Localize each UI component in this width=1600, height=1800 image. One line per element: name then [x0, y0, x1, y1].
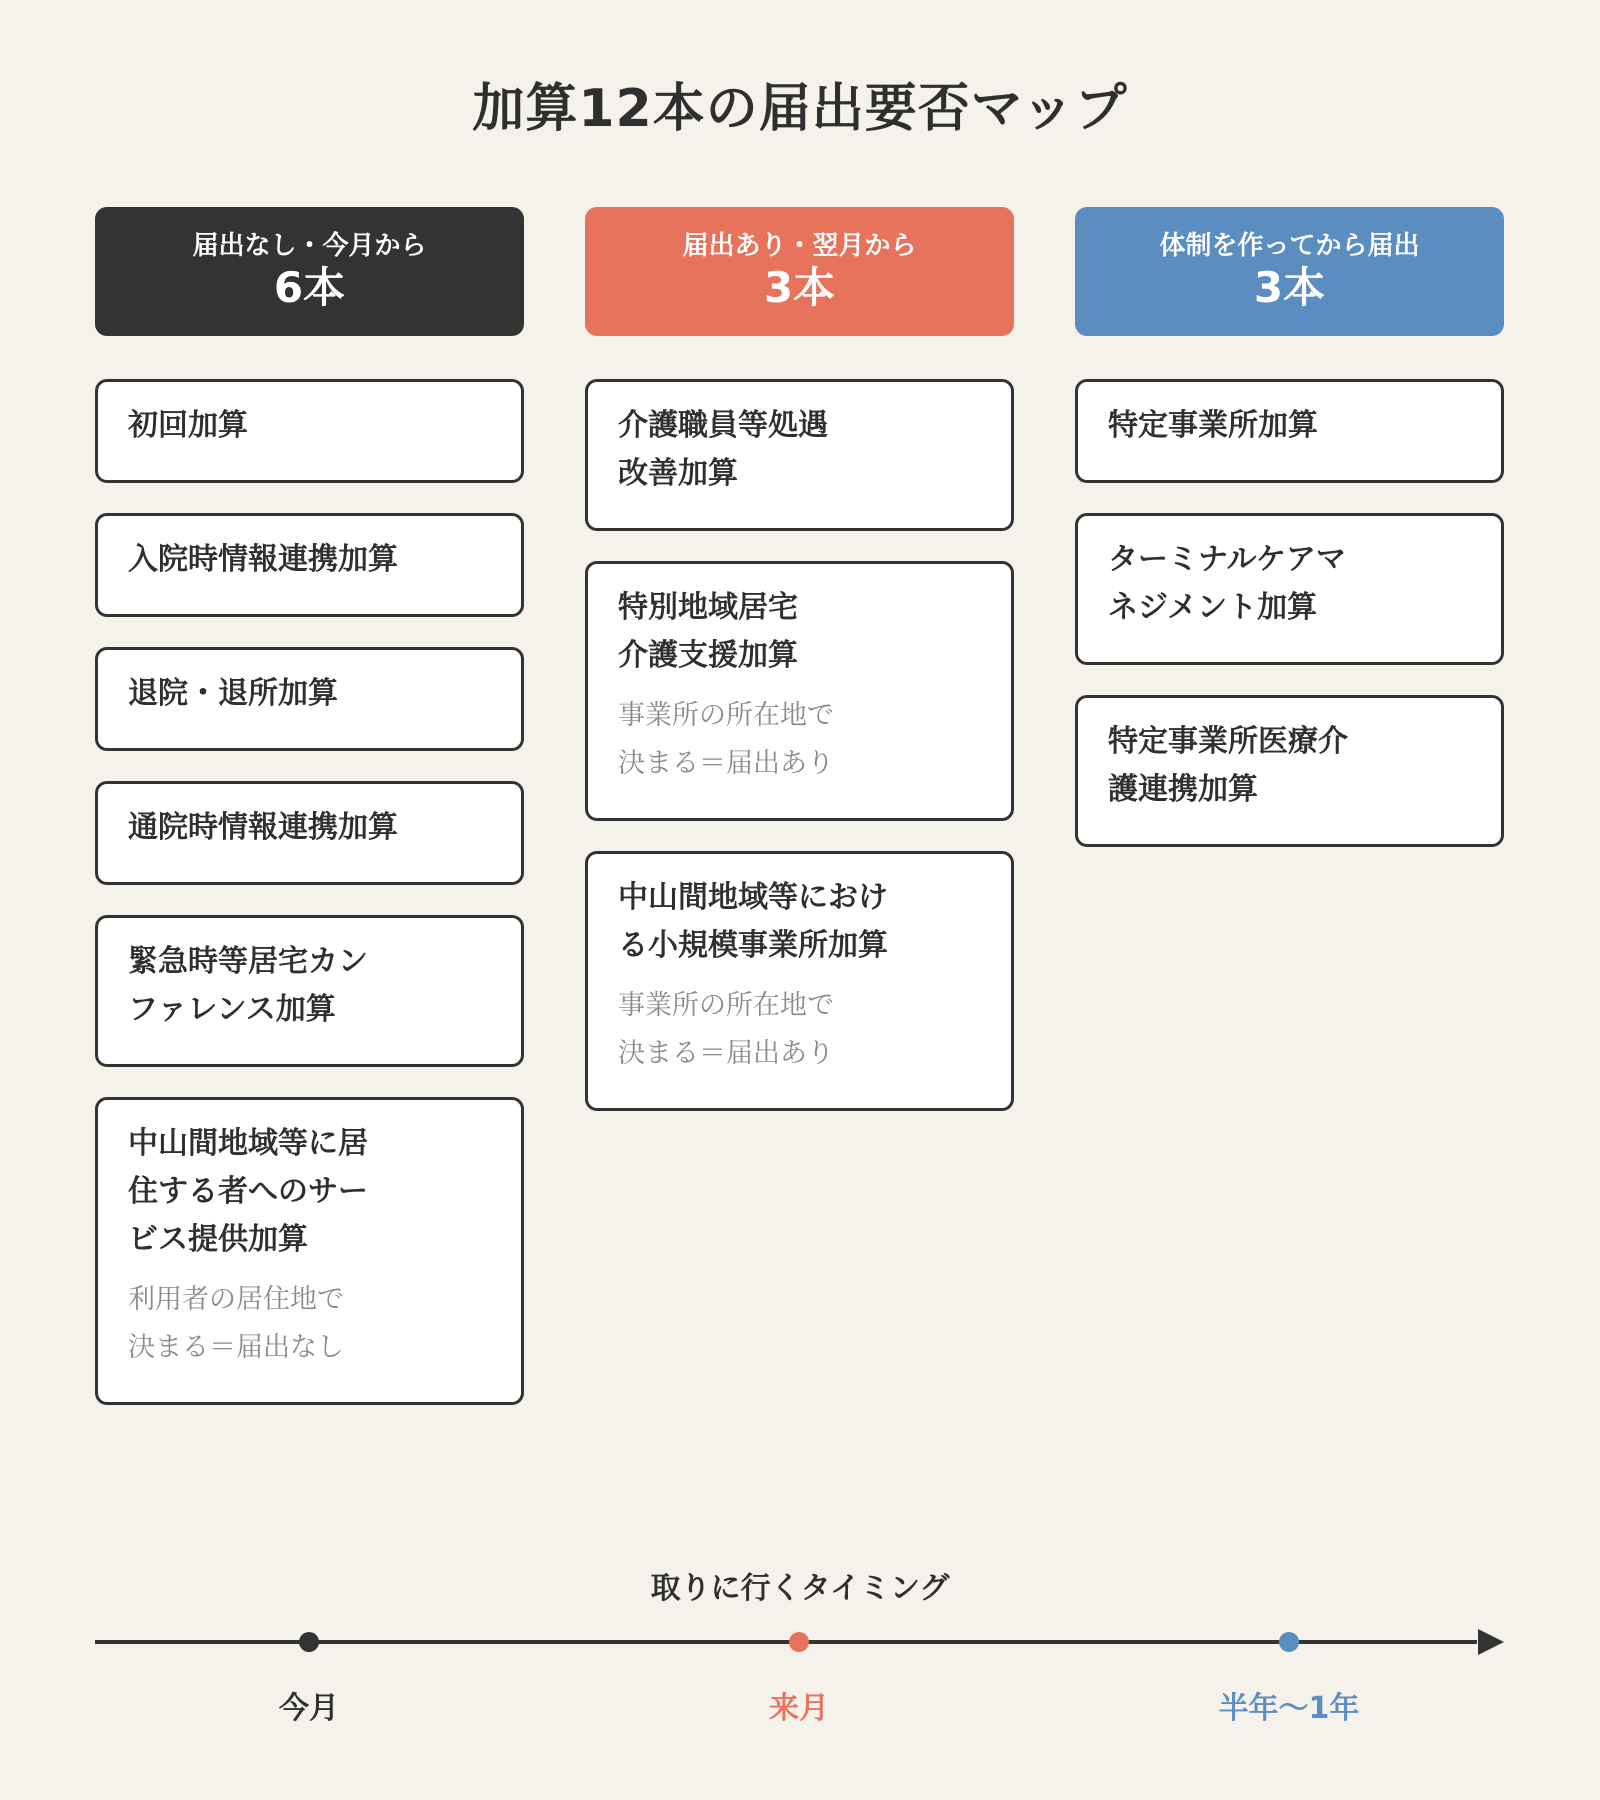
kasan-name-line: 初回加算 — [128, 408, 248, 443]
arrow-right-icon — [1478, 1629, 1504, 1655]
column-header-count: 3本 — [1253, 263, 1326, 312]
kasan-note-line: 決まる＝届出あり — [618, 1038, 834, 1069]
kasan-name-line: 中山間地域等に居 — [128, 1126, 368, 1161]
kasan-name-line: 入院時情報連携加算 — [128, 542, 398, 577]
kasan-name — [1108, 402, 1471, 450]
kasan-name — [128, 1120, 491, 1264]
kasan-card — [95, 1097, 524, 1405]
kasan-name-line: ネジメント加算 — [1108, 590, 1318, 625]
kasan-note — [618, 692, 981, 788]
kasan-name — [618, 874, 981, 970]
kasan-card — [95, 513, 524, 617]
column-header — [95, 207, 524, 336]
column-header-label: 届出なし・今月から — [192, 231, 427, 261]
kasan-name-line: ファレンス加算 — [128, 992, 336, 1027]
kasan-card — [95, 781, 524, 885]
card-list — [95, 379, 524, 1405]
kasan-name — [128, 670, 491, 718]
kasan-name-line: 住する者へのサー — [128, 1174, 368, 1209]
timeline-marker-next-month — [789, 1632, 809, 1652]
kasan-name-line: 特別地域居宅 — [618, 590, 798, 625]
kasan-card — [1075, 379, 1504, 483]
kasan-name-line: 通院時情報連携加算 — [128, 810, 398, 845]
column-header-count: 3本 — [763, 263, 836, 312]
column-filing-next-month — [585, 207, 1014, 1141]
kasan-card — [585, 379, 1014, 531]
timeline-title: 取りに行くタイミング — [650, 1571, 950, 1606]
column-header-count: 6本 — [273, 263, 346, 312]
kasan-note-line: 事業所の所在地で — [618, 700, 834, 731]
kasan-name — [128, 402, 491, 450]
kasan-name-line: 介護職員等処遇 — [618, 408, 828, 443]
column-build-system-first — [1075, 207, 1504, 877]
kasan-name — [128, 938, 491, 1034]
column-header — [1075, 207, 1504, 336]
kasan-name — [1108, 718, 1471, 814]
column-header-label: 体制を作ってから届出 — [1159, 231, 1420, 261]
kasan-name-line: ターミナルケアマ — [1108, 542, 1346, 577]
kasan-name-line: 改善加算 — [618, 456, 738, 491]
column-no-filing — [95, 207, 524, 1435]
column-header — [585, 207, 1014, 336]
timeline-label-this-month: 今月 — [279, 1691, 339, 1726]
kasan-name-line: 護連携加算 — [1108, 772, 1258, 807]
kasan-name — [128, 536, 491, 584]
kasan-name — [1108, 536, 1471, 632]
timeline-label-half-year: 半年〜1年 — [1218, 1691, 1360, 1726]
kasan-note — [618, 982, 981, 1078]
kasan-name — [618, 402, 981, 498]
column-header-label: 届出あり・翌月から — [682, 231, 917, 261]
kasan-name — [618, 584, 981, 680]
kasan-note-line: 事業所の所在地で — [618, 990, 834, 1021]
kasan-note — [128, 1276, 491, 1372]
card-list — [1075, 379, 1504, 847]
kasan-name-line: 介護支援加算 — [618, 638, 798, 673]
page-title: 加算12本の届出要否マップ — [472, 79, 1128, 139]
kasan-card — [585, 851, 1014, 1111]
kasan-card — [1075, 513, 1504, 665]
timeline-marker-this-month — [299, 1632, 319, 1652]
kasan-name-line: ビス提供加算 — [128, 1222, 308, 1257]
timeline-marker-half-year — [1279, 1632, 1299, 1652]
kasan-name-line: 中山間地域等におけ — [618, 880, 888, 915]
kasan-name-line: る小規模事業所加算 — [618, 928, 888, 963]
kasan-card — [585, 561, 1014, 821]
kasan-note-line: 決まる＝届出なし — [128, 1332, 344, 1363]
kasan-name-line: 特定事業所加算 — [1108, 408, 1318, 443]
kasan-name-line: 緊急時等居宅カン — [128, 944, 368, 979]
kasan-card — [1075, 695, 1504, 847]
card-list — [585, 379, 1014, 1111]
kasan-name — [128, 804, 491, 852]
kasan-note-line: 利用者の居住地で — [128, 1284, 344, 1315]
kasan-card — [95, 915, 524, 1067]
kasan-name-line: 特定事業所医療介 — [1108, 724, 1348, 759]
kasan-name-line: 退院・退所加算 — [128, 676, 338, 711]
timeline-label-next-month: 来月 — [769, 1691, 829, 1726]
kasan-note-line: 決まる＝届出あり — [618, 748, 834, 779]
kasan-card — [95, 647, 524, 751]
kasan-card — [95, 379, 524, 483]
